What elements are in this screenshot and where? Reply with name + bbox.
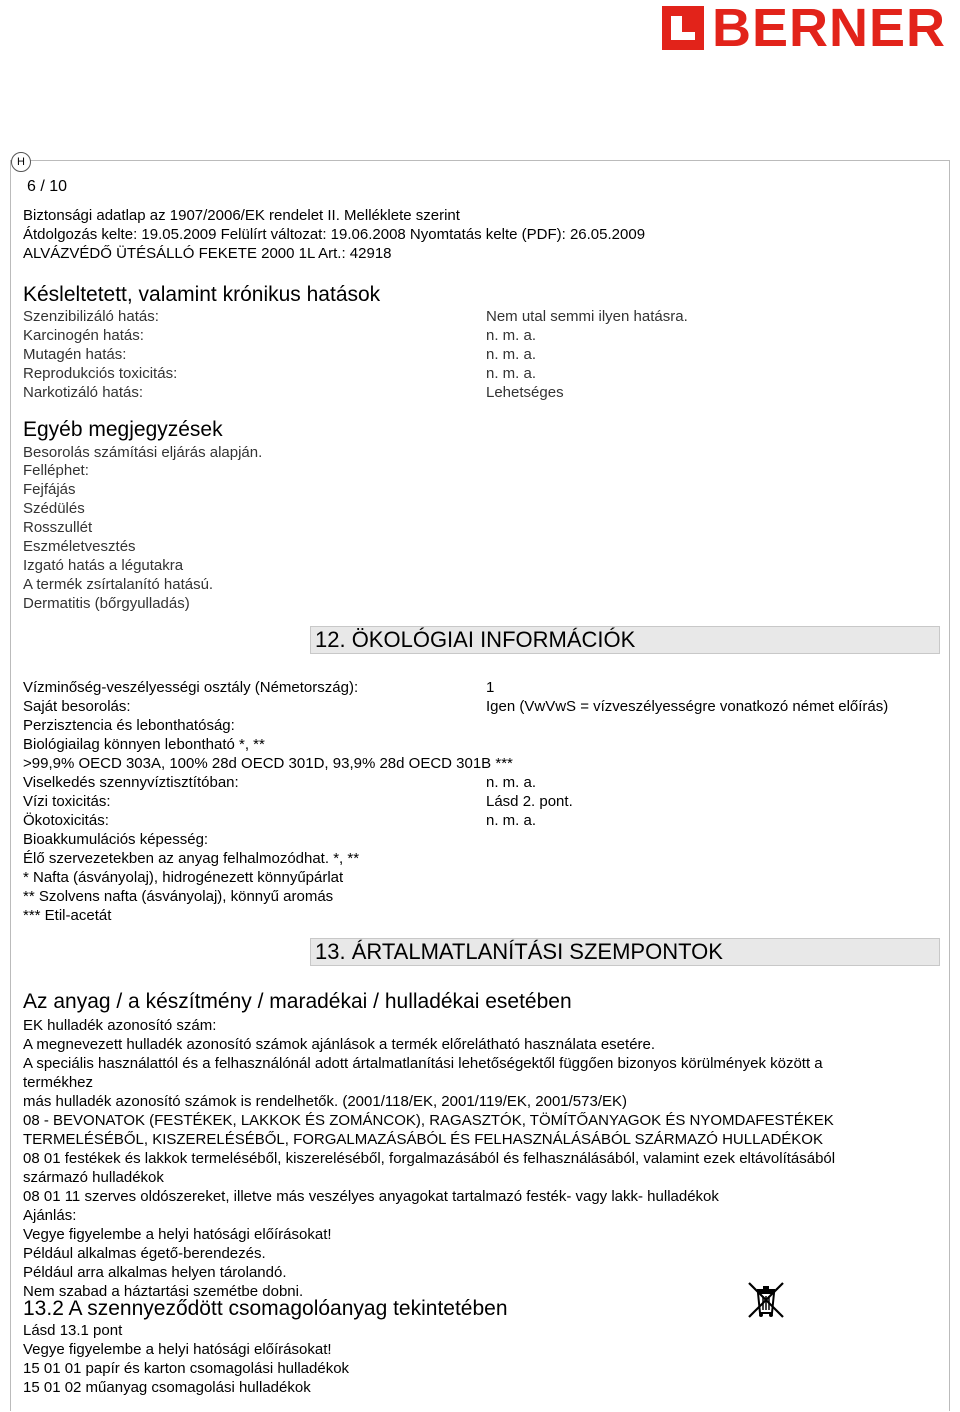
header-line-1: Biztonsági adatlap az 1907/2006/EK rendelet II. Melléklete szerint	[23, 207, 460, 224]
eco-label: Vízi toxicitás:	[23, 793, 111, 810]
eco-value: n. m. a.	[486, 812, 537, 829]
delayed-label: Karcinogén hatás:	[23, 327, 144, 344]
delayed-value: Nem utal semmi ilyen hatásra.	[486, 308, 688, 325]
disposal-line: TERMELÉSÉBŐL, KISZERELÉSÉBŐL, FORGALMAZÁSÁBÓL ÉS FELHASZNÁLÁSÁBÓL SZÁRMAZÓ HULLADÉKOK	[23, 1131, 823, 1148]
disposal-line: Például arra alkalmas helyen tárolandó.	[23, 1264, 287, 1281]
eco-value: Lásd 2. pont.	[486, 793, 573, 810]
eco-label: Bioakkumulációs képesség:	[23, 831, 209, 848]
delayed-label: Narkotizáló hatás:	[23, 384, 144, 401]
eco-label: *** Etil-acetát	[23, 907, 112, 924]
delayed-label: Mutagén hatás:	[23, 346, 127, 363]
other-line: Szédülés	[23, 500, 85, 517]
packaging-line: 15 01 01 papír és karton csomagolási hulladékok	[23, 1360, 350, 1377]
section-13-subtitle: Az anyag / a készítmény / maradékai / hulladékai esetében	[23, 990, 572, 1013]
other-line: Besorolás számítási eljárás alapján.	[23, 444, 263, 461]
section-13-2-title: 13.2 A szennyeződött csomagolóanyag tekintetében	[23, 1297, 508, 1320]
disposal-line: más hulladék azonosító számok is rendelhetők. (2001/118/EK, 2001/119/EK, 2001/573/EK)	[23, 1093, 627, 1110]
disposal-line: Ajánlás:	[23, 1207, 77, 1224]
eco-label: Biológiailag könnyen lebontható *, **	[23, 736, 265, 753]
header-line-3: ALVÁZVÉDŐ ÜTÉSÁLLÓ FEKETE 2000 1L Art.: 42918	[23, 245, 392, 262]
eco-label: Saját besorolás:	[23, 698, 131, 715]
disposal-line: 08 01 11 szerves oldószereket, illetve más veszélyes anyagokat tartalmazó festék- vagy lakk- hulladékok	[23, 1188, 719, 1205]
section-13-title: 13. ÁRTALMATLANÍTÁSI SZEMPONTOK	[315, 939, 723, 964]
delayed-value: n. m. a.	[486, 327, 537, 344]
disposal-line: A megnevezett hulladék azonosító számok ajánlások a termék előrelátható használata esetére.	[23, 1036, 656, 1053]
delayed-title: Késleltetett, valamint krónikus hatások	[23, 283, 381, 306]
disposal-line: Vegye figyelembe a helyi hatósági előírásokat!	[23, 1226, 332, 1243]
header-line-2: Átdolgozás kelte: 19.05.2009 Felülírt változat: 19.06.2008 Nyomtatás kelte (PDF): 26.05.2009	[23, 226, 646, 243]
section-13-header	[310, 938, 940, 966]
eco-label: ** Szolvens nafta (ásványolaj), könnyű aromás	[23, 888, 334, 905]
packaging-line: 15 01 02 műanyag csomagolási hulladékok	[23, 1379, 311, 1396]
disposal-line: A speciális használattól és a felhasználónál adott ártalmatlanítási lehetőségektől függően bizonyos körülmények között a	[23, 1055, 823, 1072]
other-line: Felléphet:	[23, 462, 89, 479]
other-title: Egyéb megjegyzések	[23, 418, 223, 441]
berner-logo-mark	[662, 6, 704, 50]
delayed-value: Lehetséges	[486, 384, 564, 401]
eco-value: 1	[486, 679, 495, 696]
other-line: Fejfájás	[23, 481, 76, 498]
eco-label: Viselkedés szennyvíztisztítóban:	[23, 774, 239, 791]
delayed-label: Szenzibilizáló hatás:	[23, 308, 159, 325]
packaging-line: Vegye figyelembe a helyi hatósági előírásokat!	[23, 1341, 332, 1358]
other-line: Izgató hatás a légutakra	[23, 557, 184, 574]
disposal-line: EK hulladék azonosító szám:	[23, 1017, 217, 1034]
disposal-line: 08 - BEVONATOK (FESTÉKEK, LAKKOK ÉS ZOMÁNCOK), RAGASZTÓK, TÖMÍTŐANYAGOK ÉS NYOMDAFESTÉKEK	[23, 1112, 834, 1129]
disposal-line: származó hulladékok	[23, 1169, 164, 1186]
disposal-line: 08 01 festékek és lakkok termeléséből, kiszereléséből, forgalmazásából és felhasználásából, valamint ezek eltávolításából	[23, 1150, 836, 1167]
delayed-value: n. m. a.	[486, 346, 537, 363]
eco-value: Igen (VwVwS = vízveszélyességre vonatkozó német előírás)	[486, 698, 889, 715]
eco-label: >99,9% OECD 303A, 100% 28d OECD 301D, 93,9% 28d OECD 301B ***	[23, 755, 513, 772]
other-line: Rosszullét	[23, 519, 93, 536]
other-line: A termék zsírtalanító hatású.	[23, 576, 214, 593]
delayed-label: Reprodukciós toxicitás:	[23, 365, 178, 382]
language-mark: H	[11, 152, 31, 172]
page-number: 6 / 10	[27, 178, 68, 195]
disposal-line: Például alkalmas égető-berendezés.	[23, 1245, 266, 1262]
eco-label: Ökotoxicitás:	[23, 812, 109, 829]
other-line: Dermatitis (bőrgyulladás)	[23, 595, 190, 612]
eco-label: Élő szervezetekben az anyag felhalmozódhat. *, **	[23, 850, 360, 867]
eco-label: Perzisztencia és lebonthatóság:	[23, 717, 235, 734]
disposal-line: Nem szabad a háztartási szemétbe dobni.	[23, 1283, 304, 1300]
eco-label: * Nafta (ásványolaj), hidrogénezett könnyűpárlat	[23, 869, 344, 886]
brand-name: BERNER	[712, 0, 947, 58]
berner-logo	[662, 0, 958, 58]
other-line: Eszméletvesztés	[23, 538, 136, 555]
disposal-line: termékhez	[23, 1074, 94, 1091]
section-12-header	[310, 626, 940, 654]
packaging-line: Lásd 13.1 pont	[23, 1322, 123, 1339]
eco-value: n. m. a.	[486, 774, 537, 791]
eco-label: Vízminőség-veszélyességi osztály (Németország):	[23, 679, 359, 696]
delayed-value: n. m. a.	[486, 365, 537, 382]
crossed-out-bin-icon	[745, 1280, 787, 1320]
section-12-title: 12. ÖKOLÓGIAI INFORMÁCIÓK	[315, 627, 636, 652]
